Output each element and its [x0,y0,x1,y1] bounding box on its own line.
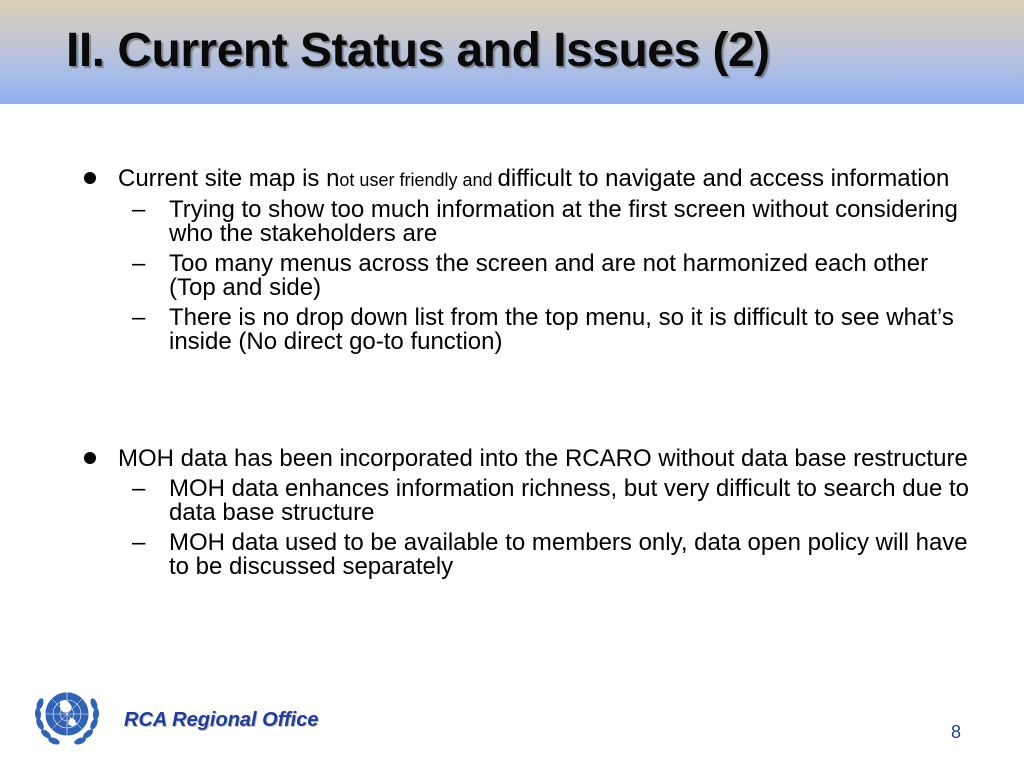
sub-bullet-list [78,198,998,354]
dash-icon: – [132,304,146,331]
bullet-text-part: difficult to navigate and access information [497,165,950,192]
sub-bullet-list [78,477,998,579]
sub-bullet-text: MOH data used to be available to members only, data open policy will have to be discussed separately [169,529,968,580]
slide-title: II. Current Status and Issues (2) [66,24,770,77]
bullet-level1 [78,447,998,471]
bullet-item-2 [78,447,998,585]
sub-bullet-item [78,198,969,246]
bullet-dot-icon [84,172,96,184]
sub-bullet-text: Too many menus across the screen and are not harmonized each other (Top and side) [169,250,929,301]
sub-bullet-text: Trying to show too much information at the first screen without considering who the stakeholders are [169,196,958,247]
bullet-text-part: MOH data has been incorporated into the RCARO without data base restructure [118,445,968,472]
dash-icon: – [132,475,146,502]
page-number: 8 [951,722,962,742]
sub-bullet-item [78,477,969,525]
bullet-level1 [78,167,998,192]
bullet-text-part-small: ot user friendly and [339,170,498,190]
bullet-dot-icon [84,452,96,464]
dash-icon: – [132,250,146,277]
dash-icon: – [132,529,146,556]
sub-bullet-item [78,306,969,354]
title-bar [0,0,1024,104]
bullet-text-part: Current site map is n [118,165,340,192]
footer-organization: RCA Regional Office [124,709,319,731]
un-emblem-icon [32,684,102,750]
sub-bullet-text: MOH data enhances information richness, but very difficult to search due to data base structure [169,475,969,526]
bullet-item-1 [78,167,998,360]
dash-icon: – [132,196,146,223]
sub-bullet-item [78,531,969,579]
sub-bullet-text: There is no drop down list from the top menu, so it is difficult to see what’s inside (No direct go-to function) [169,304,954,355]
sub-bullet-item [78,252,969,300]
